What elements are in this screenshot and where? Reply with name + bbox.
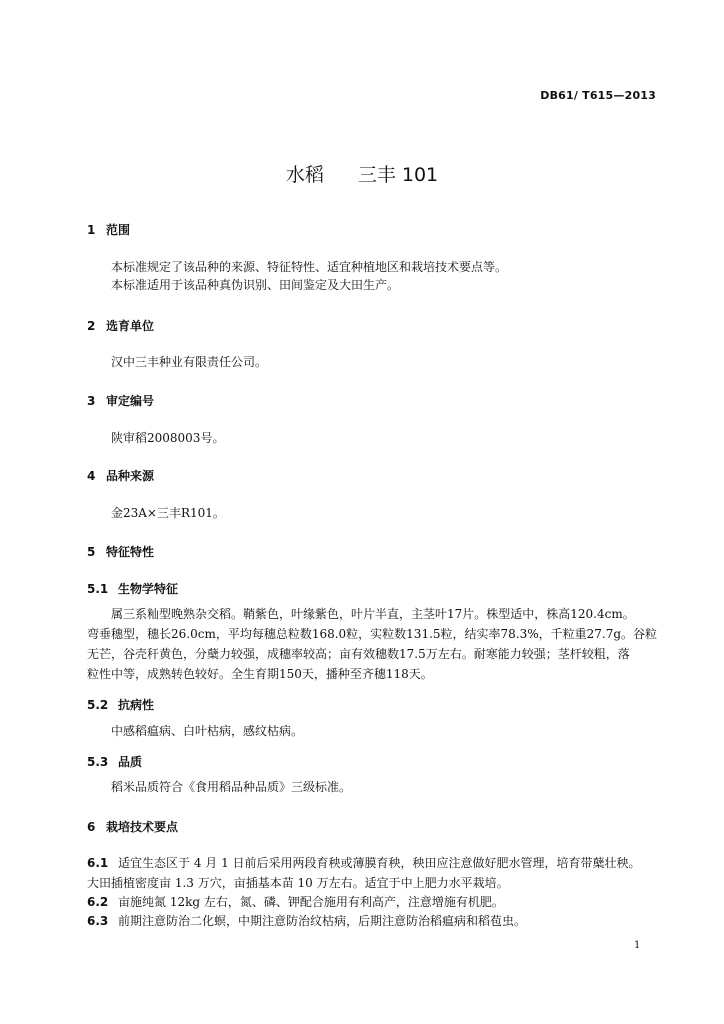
section-2-line-1: 汉中三丰种业有限责任公司。 [111,355,268,369]
section-5-1-line-2: 弯垂穗型，穗长26.0cm，平均每穗总粒数168.0粒，实粒数131.5粒，结实率78.3%，千粒重27.7g。谷粒 [87,627,658,641]
section-6-3-line-1: 6.3 前期注意防治二化螟，中期注意防治纹枯病，后期注意防治稻瘟病和稻苞虫。 [87,914,527,928]
standard-number: DB61/ T615—2013 [540,89,656,102]
section-heading-4: 4 品种来源 [87,469,155,483]
section-heading-5: 5 特征特性 [87,545,155,559]
section-6-2-line-1: 6.2 亩施纯氮 12kg 左右，氮、磷、钾配合施用有利高产，注意增施有机肥。 [87,895,504,909]
section-5-3-line-1: 稻米品质符合《食用稻品种品质》三级标准。 [111,780,352,794]
section-heading-6: 6 栽培技术要点 [87,820,179,834]
section-5-1-line-1: 属三系籼型晚熟杂交稻。鞘紫色，叶缘紫色，叶片半直，主茎叶17片。株型适中，株高120.4cm。 [111,607,635,621]
section-heading-3: 3 审定编号 [87,394,155,408]
section-heading-1: 1 范围 [87,223,131,237]
section-1-line-2: 本标准适用于该品种真伪识别、田间鉴定及大田生产。 [111,278,400,292]
section-5-1-line-4: 粒性中等，成熟转色较好。全生育期150天，播种至齐穗118天。 [87,667,433,681]
section-heading-2: 2 选育单位 [87,319,155,333]
title-left: 水稻 [285,164,324,186]
page-number: 1 [634,940,641,951]
document-title [0,160,724,187]
section-6-1-line-1: 6.1 适宜生态区于 4 月 1 日前后采用两段育秧或薄膜育秧，秧田应注意做好肥水管理，培育带蘖壮秧。 [87,856,641,870]
section-4-line-1: 金23A×三丰R101。 [111,506,225,520]
section-heading-5-2: 5.2 抗病性 [87,698,155,712]
title-right: 三丰 101 [357,164,439,186]
section-heading-5-1: 5.1 生物学特征 [87,582,179,596]
section-3-line-1: 陕审稻2008003号。 [111,431,225,445]
section-heading-5-3: 5.3 品质 [87,755,143,769]
section-1-line-1: 本标准规定了该品种的来源、特征特性、适宜种植地区和栽培技术要点等。 [111,260,508,274]
section-5-2-line-1: 中感稻瘟病、白叶枯病，感纹枯病。 [111,724,304,738]
section-6-1-line-2: 大田插植密度亩 1.3 万穴，亩插基本苗 10 万左右。适宜于中上肥力水平栽培。 [87,876,509,890]
section-5-1-line-3: 无芒，谷壳秆黄色，分蘖力较强，成穗率较高；亩有效穗数17.5万左右。耐寒能力较强；茎杆较粗，落 [87,647,630,661]
